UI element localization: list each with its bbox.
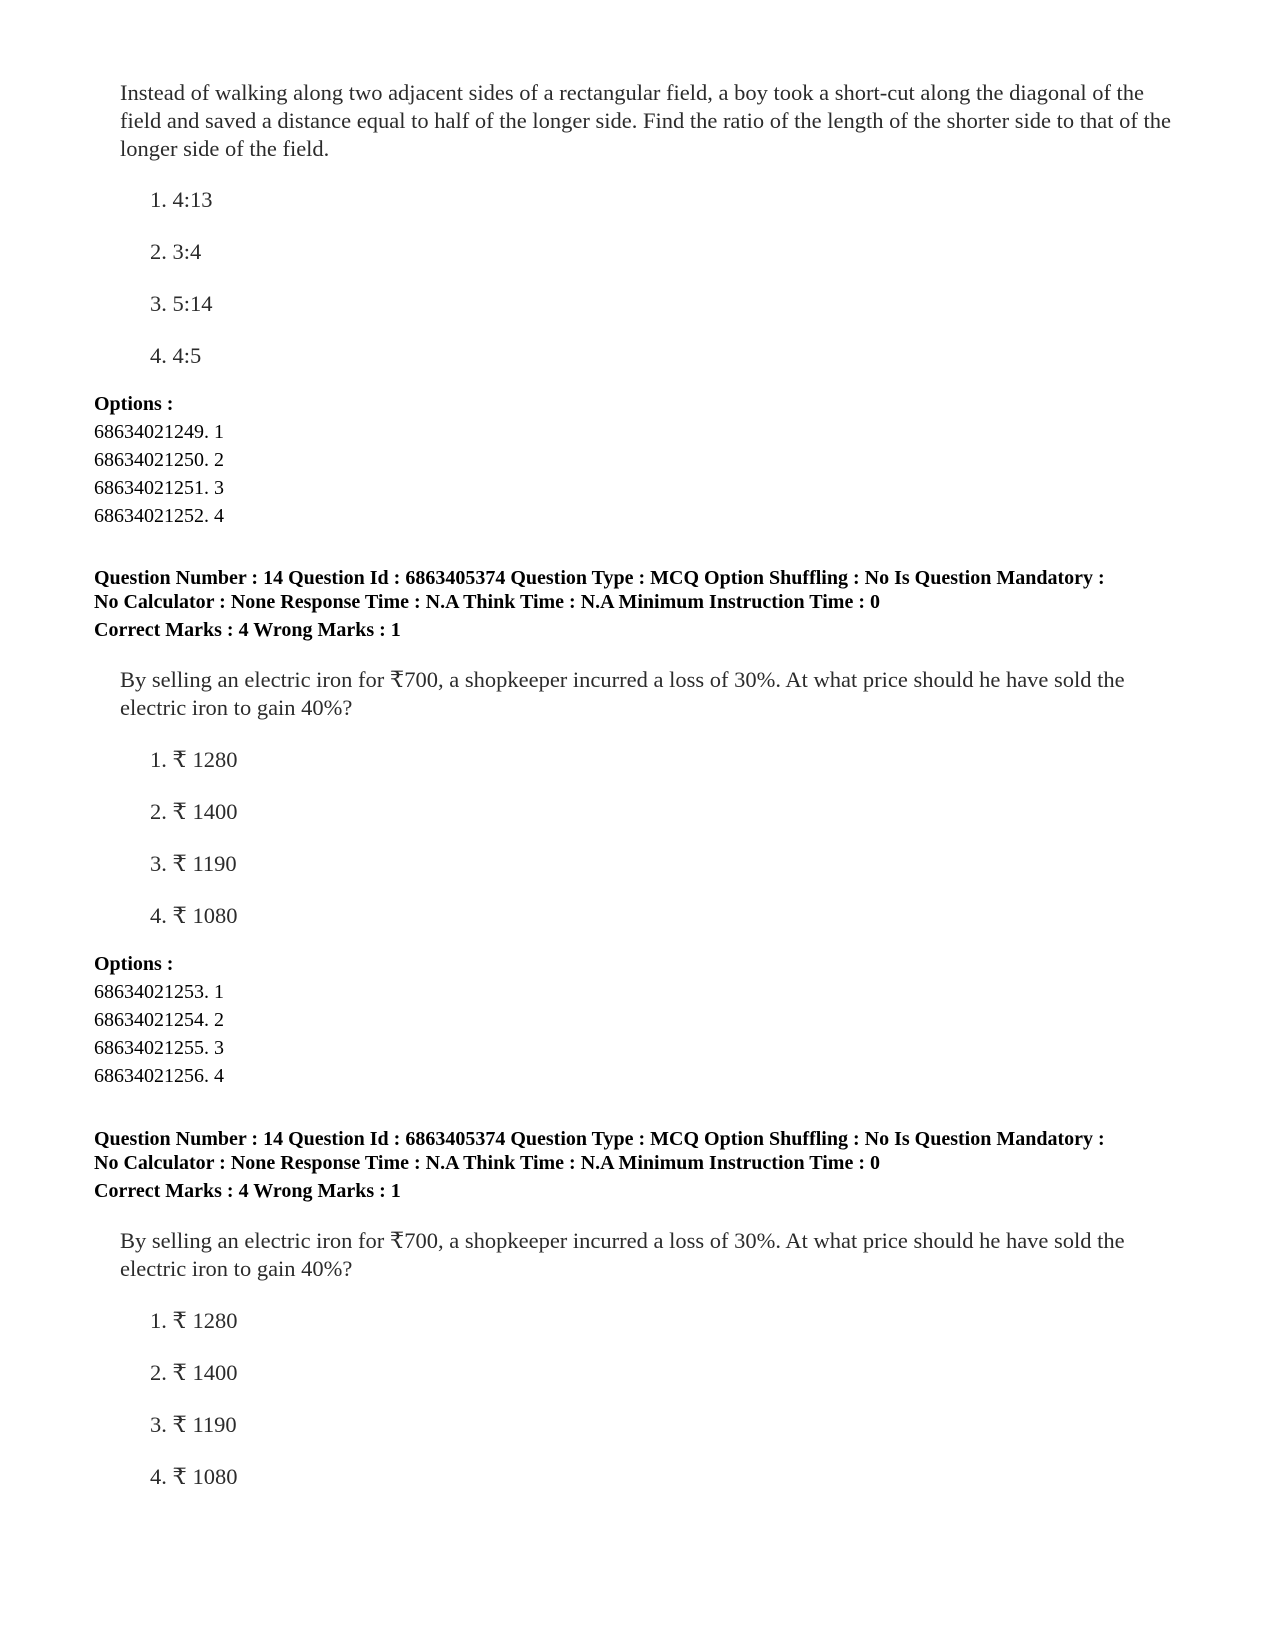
- choice-4: 4. 4:5: [150, 343, 202, 368]
- choice-4: 4. ₹ 1080: [150, 1464, 238, 1489]
- question-marks: Correct Marks : 4 Wrong Marks : 1: [94, 1180, 401, 1202]
- choice-3: 3. ₹ 1190: [150, 851, 237, 876]
- option-id-4: 68634021252. 4: [94, 505, 224, 527]
- choice-1: 1. 4:13: [150, 187, 213, 212]
- option-id-3: 68634021251. 3: [94, 477, 224, 499]
- option-id-2: 68634021250. 2: [94, 449, 224, 471]
- option-id-4: 68634021256. 4: [94, 1065, 224, 1087]
- question-meta-line-1: Question Number : 14 Question Id : 6863405374 Question Type : MCQ Option Shuffling : No Is Question Mandatory :: [94, 1128, 1105, 1150]
- question-text: By selling an electric iron for ₹700, a shopkeeper incurred a loss of 30%. At what price should he have sold the electric iron to gain 40%?: [120, 667, 1125, 720]
- option-id-3: 68634021255. 3: [94, 1037, 224, 1059]
- choice-4: 4. ₹ 1080: [150, 903, 238, 928]
- question-text: Instead of walking along two adjacent sides of a rectangular field, a boy took a short-cut along the diagonal of the field and saved a distance equal to half of the longer side. Find the ratio of the length of the shorter side to that of the longer side of the field.: [120, 80, 1171, 161]
- option-id-1: 68634021253. 1: [94, 981, 224, 1003]
- question-meta-line-1: Question Number : 14 Question Id : 6863405374 Question Type : MCQ Option Shuffling : No Is Question Mandatory :: [94, 567, 1105, 589]
- choice-1: 1. ₹ 1280: [150, 1308, 238, 1333]
- options-heading: Options :: [94, 953, 174, 975]
- choice-2: 2. ₹ 1400: [150, 1360, 238, 1385]
- option-id-2: 68634021254. 2: [94, 1009, 224, 1031]
- option-id-1: 68634021249. 1: [94, 421, 224, 443]
- question-marks: Correct Marks : 4 Wrong Marks : 1: [94, 619, 401, 641]
- choice-1: 1. ₹ 1280: [150, 747, 238, 772]
- options-heading: Options :: [94, 393, 174, 415]
- choice-3: 3. 5:14: [150, 291, 213, 316]
- question-meta-line-2: No Calculator : None Response Time : N.A Think Time : N.A Minimum Instruction Time : 0: [94, 591, 880, 613]
- choice-3: 3. ₹ 1190: [150, 1412, 237, 1437]
- choice-2: 2. ₹ 1400: [150, 799, 238, 824]
- question-text: By selling an electric iron for ₹700, a shopkeeper incurred a loss of 30%. At what price should he have sold the electric iron to gain 40%?: [120, 1228, 1125, 1281]
- choice-2: 2. 3:4: [150, 239, 202, 264]
- question-meta-line-2: No Calculator : None Response Time : N.A Think Time : N.A Minimum Instruction Time : 0: [94, 1152, 880, 1174]
